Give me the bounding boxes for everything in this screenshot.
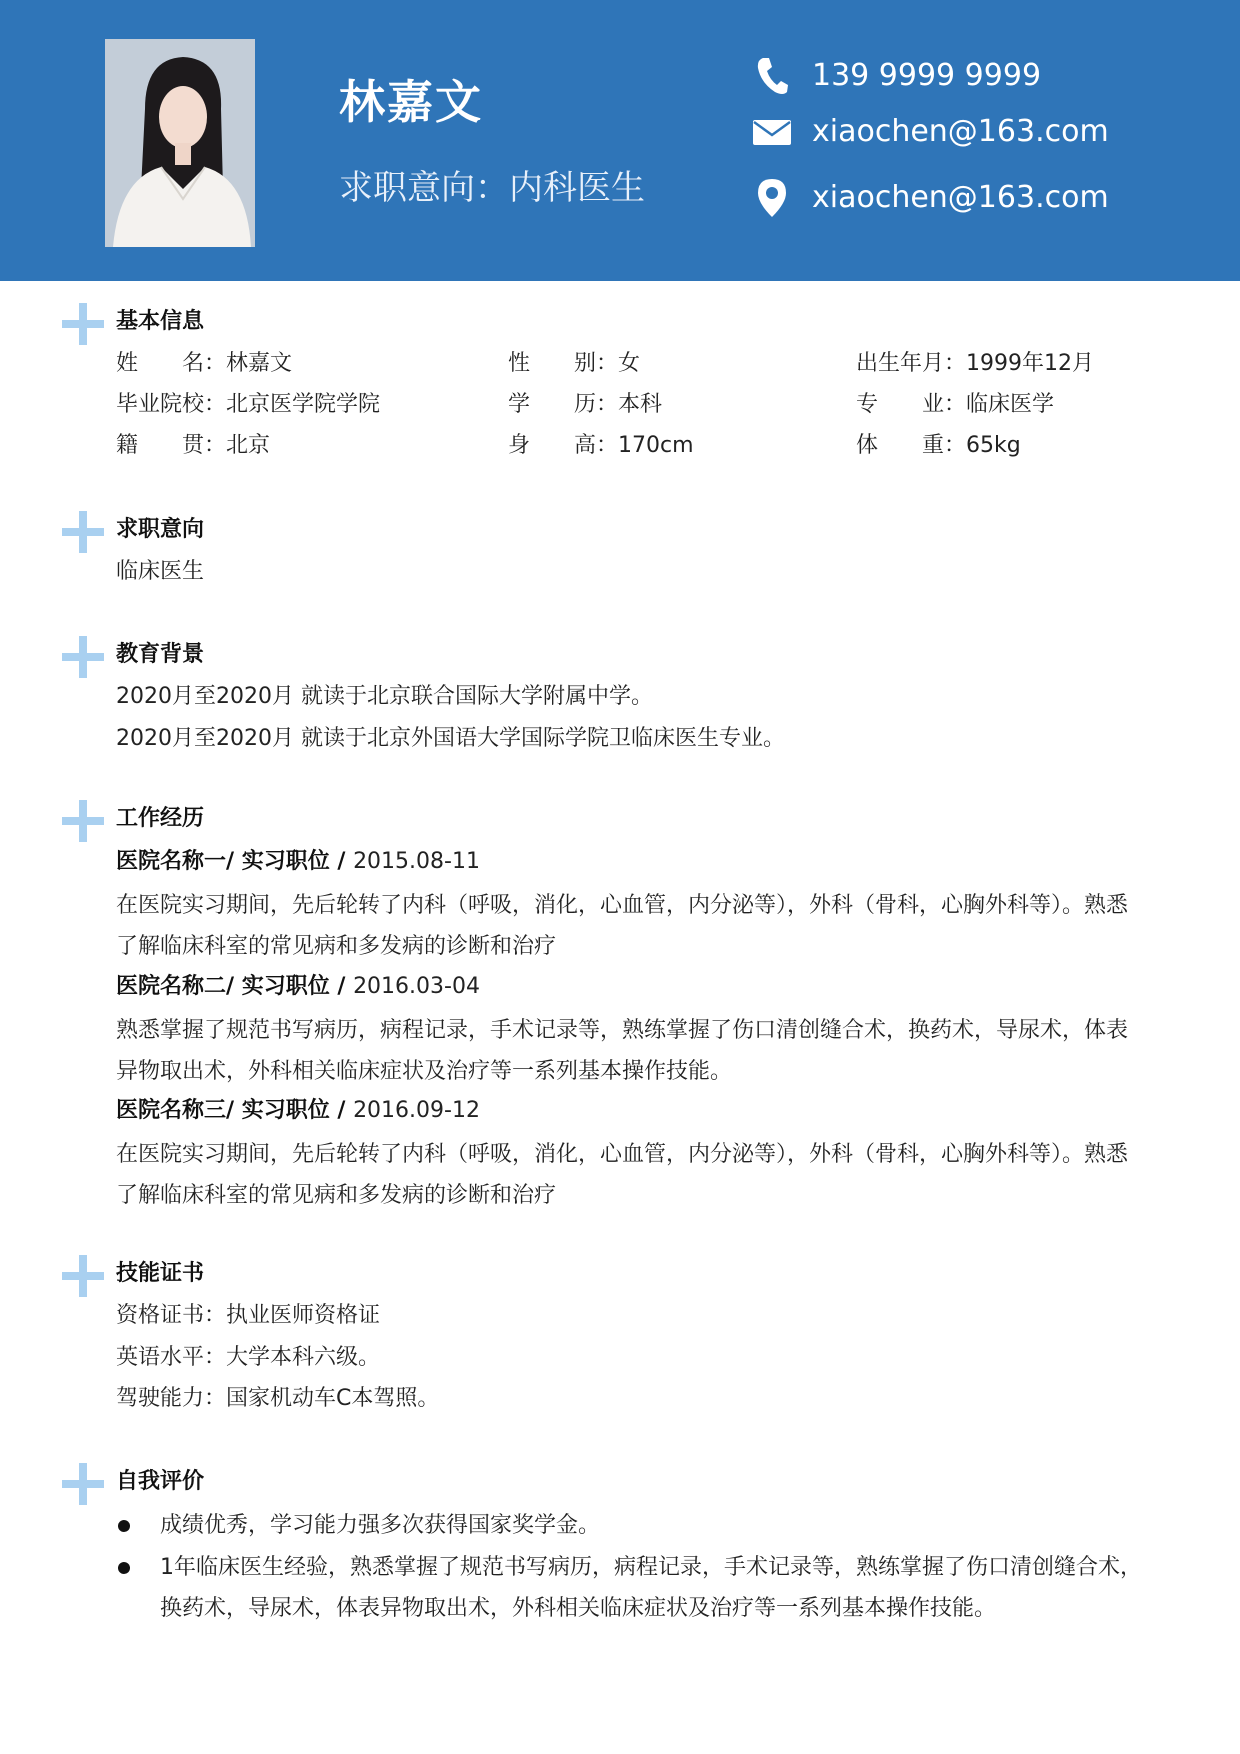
info-degree: 学 历：本科 <box>508 392 663 417</box>
section-title: 求职意向 <box>116 517 205 542</box>
info-major: 专 业：临床医学 <box>856 392 1055 417</box>
profile-photo <box>105 39 255 247</box>
info-birth: 出生年月：1999年12月 <box>856 351 1094 376</box>
job-header <box>116 847 480 877</box>
job-intent-value: 临床医生 <box>116 559 205 584</box>
job-title: 医院名称三/ 实习职位 / <box>116 1098 354 1123</box>
location-pin-icon <box>750 176 794 220</box>
portrait-image <box>105 39 255 247</box>
bullet-icon <box>118 1520 130 1532</box>
phone-icon <box>750 54 794 98</box>
email-address: xiaochen@163.com <box>812 114 1109 149</box>
skill-item: 资格证书：执业医师资格证 <box>116 1303 381 1328</box>
address-row <box>750 173 1109 223</box>
job-header <box>116 972 480 1002</box>
info-name: 姓 名：林嘉文 <box>116 351 293 376</box>
education-item: 2020月至2020月 就读于北京外国语大学国际学院卫临床医生专业。 <box>116 726 785 751</box>
job-title: 医院名称二/ 实习职位 / <box>116 974 354 999</box>
info-hometown: 籍 贯：北京 <box>116 433 271 458</box>
section-title: 工作经历 <box>116 806 205 831</box>
plus-icon <box>62 800 104 842</box>
section-title: 教育背景 <box>116 642 205 667</box>
job-intent-heading: 求职意向：内科医生 <box>339 168 645 208</box>
bullet-icon <box>118 1562 130 1574</box>
phone-row <box>750 51 1041 101</box>
job-date: 2016.09-12 <box>353 1098 480 1123</box>
job-header <box>116 1096 480 1126</box>
plus-icon <box>62 1463 104 1505</box>
phone-number: 139 9999 9999 <box>812 58 1042 93</box>
job-date: 2016.03-04 <box>353 974 480 999</box>
plus-icon <box>62 1255 104 1297</box>
self-eval-item: 成绩优秀，学习能力强多次获得国家奖学金。 <box>160 1513 601 1538</box>
job-date: 2015.08-11 <box>353 849 480 874</box>
mail-icon <box>750 110 794 154</box>
plus-icon <box>62 511 104 553</box>
info-gender: 性 别：女 <box>508 351 641 376</box>
info-school: 毕业院校：北京医学院学院 <box>116 392 381 417</box>
plus-icon <box>62 303 104 345</box>
job-description: 在医院实习期间，先后轮转了内科（呼吸，消化，心血管，内分泌等），外科（骨科，心胸外科等）。熟悉了解临床科室的常见病和多发病的诊断和治疗 <box>116 893 1129 959</box>
info-height: 身 高：170cm <box>508 433 694 458</box>
skill-item: 驾驶能力：国家机动车C本驾照。 <box>116 1386 440 1411</box>
header-banner <box>0 0 1240 281</box>
education-item: 2020月至2020月 就读于北京联合国际大学附属中学。 <box>116 684 653 709</box>
plus-icon <box>62 636 104 678</box>
job-title: 医院名称一/ 实习职位 / <box>116 849 354 874</box>
self-eval-item: 1年临床医生经验，熟悉掌握了规范书写病历，病程记录，手术记录等，熟练掌握了伤口清创缝合术，换药术，导尿术，体表异物取出术，外科相关临床症状及治疗等一系列基本操作技能。 <box>160 1555 1143 1621</box>
section-title: 自我评价 <box>116 1469 205 1494</box>
address-text: xiaochen@163.com <box>812 180 1109 215</box>
section-title: 技能证书 <box>116 1261 205 1286</box>
job-description: 熟悉掌握了规范书写病历，病程记录，手术记录等，熟练掌握了伤口清创缝合术，换药术，导尿术，体表异物取出术，外科相关临床症状及治疗等一系列基本操作技能。 <box>116 1018 1129 1084</box>
candidate-name: 林嘉文 <box>339 75 483 129</box>
job-description: 在医院实习期间，先后轮转了内科（呼吸，消化，心血管，内分泌等），外科（骨科，心胸外科等）。熟悉了解临床科室的常见病和多发病的诊断和治疗 <box>116 1142 1129 1208</box>
skill-item: 英语水平：大学本科六级。 <box>116 1345 381 1370</box>
email-row <box>750 107 1109 157</box>
section-title: 基本信息 <box>116 309 205 334</box>
info-weight: 体 重：65kg <box>856 433 1021 458</box>
